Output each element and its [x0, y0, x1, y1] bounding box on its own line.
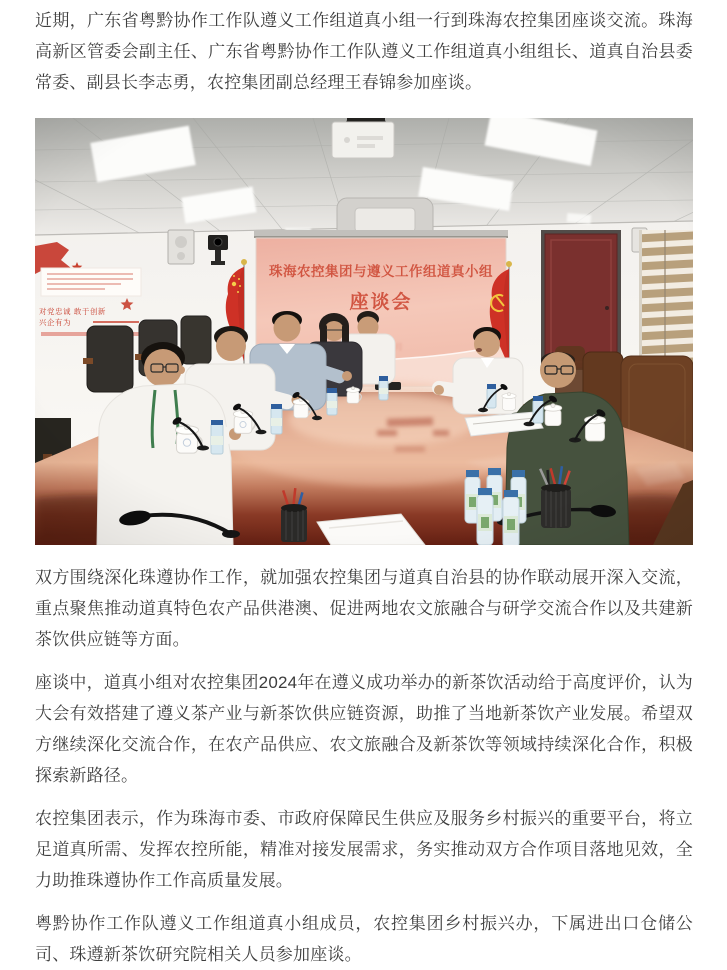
article-paragraph-2: 双方围绕深化珠遵协作工作，就加强农控集团与道真自治县的协作联动展开深入交流，重点聚焦推动道真特色农产品供港澳、促进两地农文旅融合与研学交流合作以及共建新茶饮供应链等方面。 [35, 568, 693, 649]
article-paragraph-3: 座谈中，道真小组对农控集团2024年在遵义成功举办的新茶饮活动给于高度评价，认为大会有效搭建了遵义茶产业与新茶饮供应链资源，助推了当地新茶饮产业发展。希望双方继续深化交流合作，在农产品供应、农文旅融合及新茶饮等领域持续深化合作，积极探索新路径。 [35, 673, 693, 785]
meeting-photo [35, 118, 693, 545]
meeting-photo-figure[interactable] [35, 118, 693, 545]
article-paragraph-4: 农控集团表示，作为珠海市委、市政府保障民生供应及服务乡村振兴的重要平台，将立足道真所需、发挥农控所能，精准对接发展需求，务实推动双方合作项目落地见效，全力助推珠遵协作工作高质量发展。 [35, 809, 693, 890]
article-paragraph-5: 粤黔协作工作队遵义工作组道真小组成员，农控集团乡村振兴办，下属进出口仓储公司、珠遵新茶饮研究院相关人员参加座谈。 [35, 914, 693, 964]
photo-vignette [35, 118, 693, 545]
article-paragraph-1: 近期，广东省粤黔协作工作队遵义工作组道真小组一行到珠海农控集团座谈交流。珠海高新区管委会副主任、广东省粤黔协作工作队遵义工作组道真小组组长、道真自治县委常委、副县长李志勇，农控集团副总经理王春锦参加座谈。 [35, 11, 693, 92]
